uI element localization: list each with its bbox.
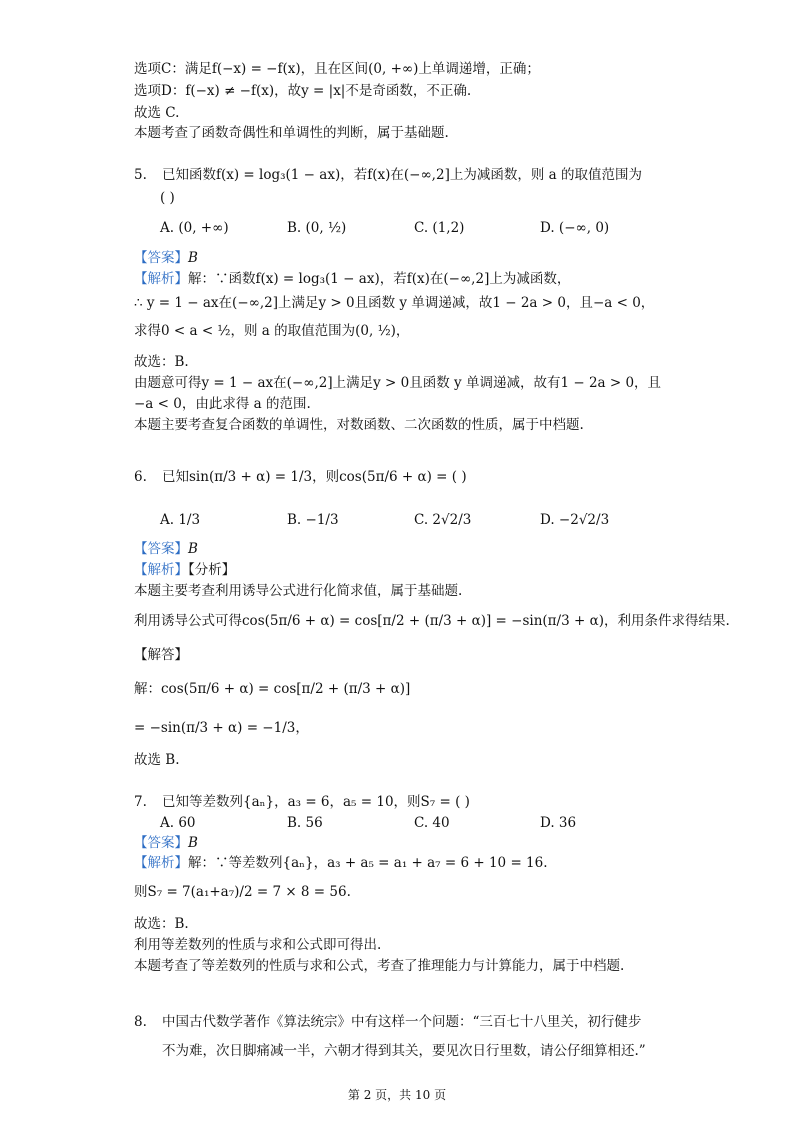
text-line: 则S₇ = 7(a₁+a₇)/2 = 7 × 8 = 56. <box>134 884 351 900</box>
page-footer: 第 2 页，共 10 页 <box>347 1088 447 1102</box>
text-line: 利用诱导公式可得cos(5π/6 + α) = cos[π/2 + (π/3 + α)] = −sin(π/3 + α)，利用条件求得结果. <box>134 613 730 629</box>
text-line: 本题考查了函数奇偶性和单调性的判断，属于基础题. <box>134 125 449 141</box>
text-line: 利用等差数列的性质与求和公式即可得出. <box>134 937 382 953</box>
analysis-head: 【分析】 <box>188 562 236 578</box>
text-line: 本题考查了等差数列的性质与求和公式，考查了推理能力与计算能力，属于中档题. <box>134 958 625 974</box>
answer-value: B <box>188 250 198 266</box>
text-line: 由题意可得y = 1 − ax在(−∞,2]上满足y > 0且函数 y 单调递减，故有1 − 2a > 0，且 <box>134 375 662 391</box>
answer-line <box>134 834 198 852</box>
question-number: 5. <box>134 167 147 183</box>
answer-paren: ( ) <box>160 190 175 206</box>
analysis-tag: 【解析】 <box>134 271 188 287</box>
text-line: 解：cos(5π/6 + α) = cos[π/2 + (π/3 + α)] <box>134 681 411 697</box>
text-line: 本题主要考查利用诱导公式进行化简求值，属于基础题. <box>134 583 463 599</box>
option-c: C. 40 <box>414 815 450 831</box>
text-line: 解：∵等差数列{aₙ}，a₃ + a₅ = a₁ + a₇ = 6 + 10 = 16. <box>188 855 548 871</box>
option-a: A. 1/3 <box>160 512 201 528</box>
question-stem: 不为难，次日脚痛减一半，六朝才得到其关，要见次日行里数，请公仔细算相还.” <box>162 1043 646 1059</box>
answer-value: B <box>188 541 198 557</box>
answer-value: B <box>188 835 198 851</box>
analysis-line <box>134 854 548 872</box>
option-d: D. 36 <box>540 815 577 831</box>
text-line: 解：∵函数f(x) = log₃(1 − ax)，若f(x)在(−∞,2]上为减函数， <box>188 271 571 287</box>
analysis-line <box>134 561 235 579</box>
question-stem: 中国古代数学著作《算法统宗》中有这样一个问题：“三百七十八里关，初行健步 <box>162 1014 642 1030</box>
text-line: ∴ y = 1 − ax在(−∞,2]上满足y > 0且函数 y 单调递减，故1 − 2a > 0，且−a < 0， <box>134 295 655 311</box>
text-line: 选项C：满足f(−x) = −f(x)，且在区间(0, +∞)上单调递增，正确； <box>134 61 540 77</box>
option-b: B. −1/3 <box>287 512 339 528</box>
question-stem: 已知函数f(x) = log₃(1 − ax)，若f(x)在(−∞,2]上为减函数，则 a 的取值范围为 <box>162 167 642 183</box>
section-head: 【解答】 <box>134 647 188 663</box>
text-line: −a < 0，由此求得 a 的范围. <box>134 396 311 412</box>
answer-line <box>134 249 198 267</box>
analysis-line <box>134 270 570 288</box>
option-b: B. (0, ½) <box>287 220 347 236</box>
analysis-tag: 【解析】 <box>134 562 188 578</box>
text-line: 故选：B. <box>134 916 189 932</box>
text-line: 本题主要考查复合函数的单调性，对数函数、二次函数的性质，属于中档题. <box>134 417 584 433</box>
question-stem: 已知等差数列{aₙ}，a₃ = 6，a₅ = 10，则S₇ = ( ) <box>162 794 470 810</box>
option-b: B. 56 <box>287 815 323 831</box>
text-line: 故选 B. <box>134 752 180 768</box>
answer-line <box>134 540 198 558</box>
answer-tag: 【答案】 <box>134 541 188 557</box>
question-number: 8. <box>134 1014 147 1030</box>
question-stem: 已知sin(π/3 + α) = 1/3，则cos(5π/6 + α) = ( ) <box>162 469 467 485</box>
option-c: C. (1,2) <box>414 220 465 236</box>
text-line: = −sin(π/3 + α) = −1/3， <box>134 720 309 736</box>
analysis-tag: 【解析】 <box>134 855 188 871</box>
answer-tag: 【答案】 <box>134 250 188 266</box>
text-line: 求得0 < a < ½，则 a 的取值范围为(0, ½)， <box>134 323 410 339</box>
option-d: D. −2√2/3 <box>540 512 610 528</box>
text-line: 故选：B. <box>134 354 189 370</box>
text-line: 选项D：f(−x) ≠ −f(x)，故y = |x|不是奇函数，不正确. <box>134 83 472 99</box>
option-a: A. (0, +∞) <box>160 220 229 236</box>
option-c: C. 2√2/3 <box>414 512 472 528</box>
option-d: D. (−∞, 0) <box>540 220 610 236</box>
question-number: 6. <box>134 469 147 485</box>
question-number: 7. <box>134 794 147 810</box>
answer-tag: 【答案】 <box>134 835 188 851</box>
text-line: 故选 C. <box>134 105 180 121</box>
option-a: A. 60 <box>160 815 196 831</box>
